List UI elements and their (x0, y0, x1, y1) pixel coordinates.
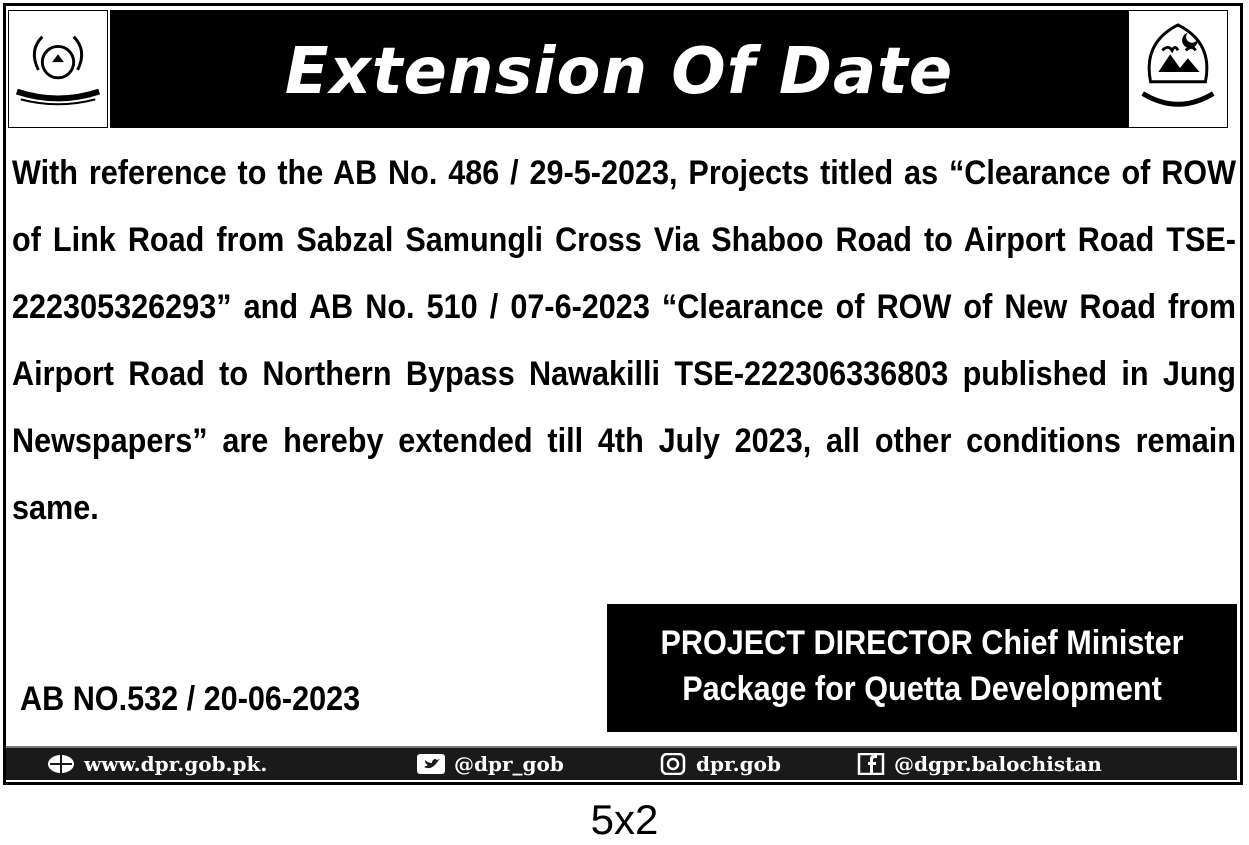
ad-size-label: 5x2 (590, 796, 659, 843)
instagram-icon (658, 753, 688, 775)
dpr-logo-icon (8, 10, 108, 128)
footer-instagram-text: dpr.gob (696, 752, 781, 776)
twitter-icon (416, 753, 446, 775)
signature-line-2: Package for Quetta Development (682, 670, 1162, 708)
notice-body: With reference to the AB No. 486 / 29-5-2023, Projects titled as “Clearance of ROW of Link Road from Sabzal Samungli Cross Via Shaboo Road to Airport Road TSE- 222305326293” and AB No. 510 / 07-6-2023 “Clearance of ROW of New Road from Airport Road to Northern Bypass Nawakilli TSE-222306336803 published in Jung Newspapers” are hereby extended till 4th July 2023, all other conditions remain same. (12, 154, 1236, 527)
footer-bar (6, 746, 1237, 780)
facebook-icon (856, 753, 886, 775)
footer-instagram[interactable] (658, 751, 781, 777)
signature-line-1: PROJECT DIRECTOR Chief Minister (660, 624, 1184, 662)
page-title: Extension Of Date (284, 35, 954, 109)
footer-twitter[interactable] (416, 751, 564, 777)
footer-facebook-text: @dgpr.balochistan (894, 752, 1102, 776)
header-bar (110, 10, 1128, 128)
footer-website[interactable] (46, 751, 267, 777)
globe-icon (46, 753, 76, 775)
balochistan-govt-emblem-icon (1128, 10, 1228, 128)
footer-twitter-text: @dpr_gob (454, 752, 564, 776)
reference-number: AB NO.532 / 20-06-2023 (20, 680, 361, 718)
signature-box (607, 604, 1237, 732)
footer-website-text: www.dpr.gob.pk. (84, 752, 268, 776)
footer-facebook[interactable] (856, 751, 1102, 777)
